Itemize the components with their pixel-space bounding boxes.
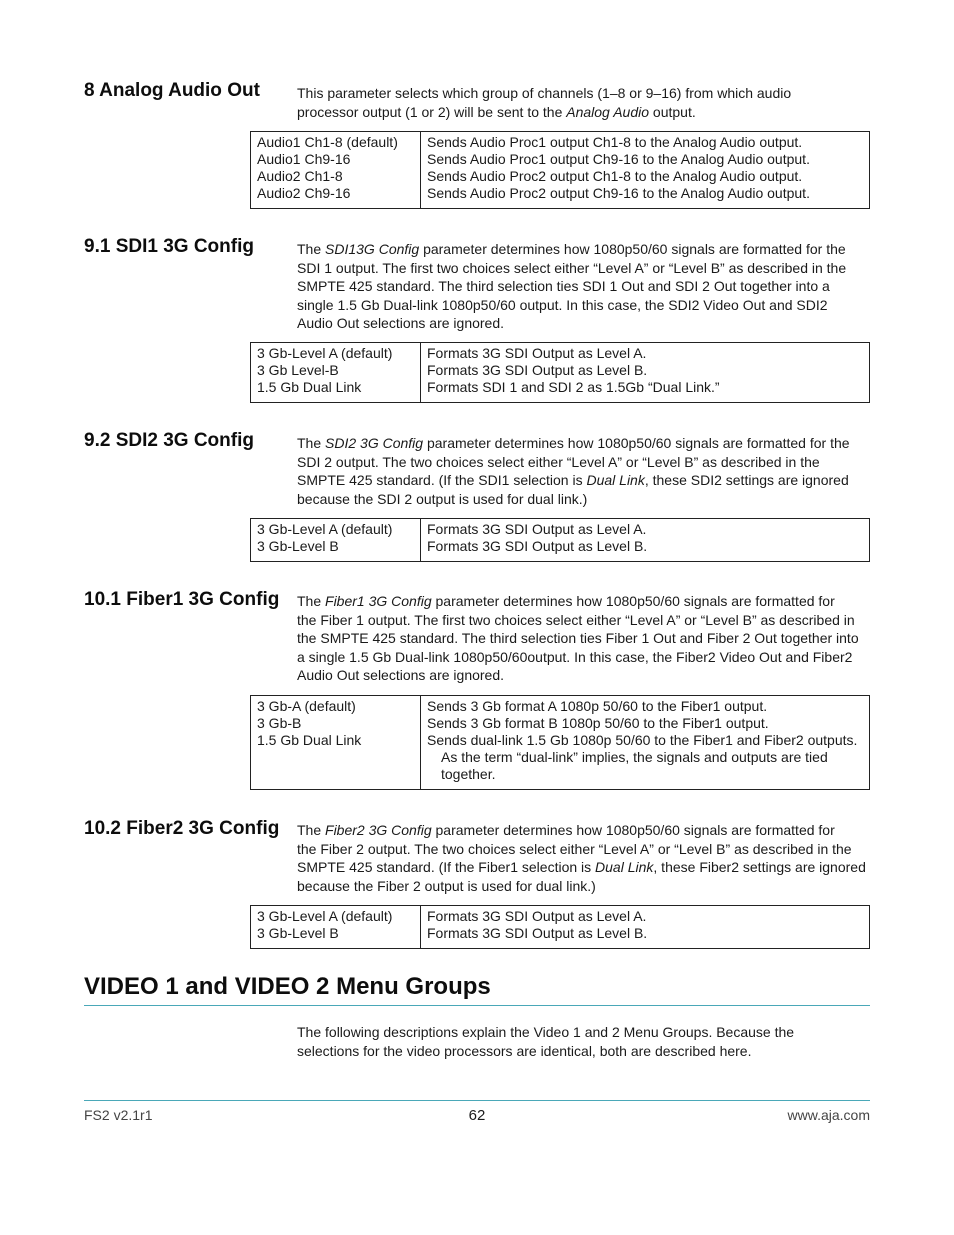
description-line xyxy=(297,103,869,122)
option-description: Formats 3G SDI Output as Level A. xyxy=(427,345,647,361)
option-description: Formats SDI 1 and SDI 2 as 1.5Gb “Dual Link.” xyxy=(427,379,720,395)
description-line xyxy=(297,840,869,859)
section-heading: 9.2 SDI2 3G Config xyxy=(84,430,254,451)
text-run: the Fiber 2 output. The two choices select either “Level A” or “Level B” as described in the xyxy=(297,840,852,857)
parameter-table xyxy=(250,131,870,209)
video-section-paragraph xyxy=(297,1023,869,1060)
description-line xyxy=(297,490,869,509)
section-heading: 8 Analog Audio Out xyxy=(84,80,260,101)
text-run: because the SDI 2 output is used for dual link.) xyxy=(297,490,588,507)
section-description xyxy=(297,84,869,121)
text-run: output. xyxy=(649,103,696,120)
section-description xyxy=(297,821,869,895)
parameter-table xyxy=(250,695,870,790)
description-line xyxy=(297,629,869,648)
paragraph-line: The following descriptions explain the Video 1 and 2 Menu Groups. Because the xyxy=(297,1024,795,1040)
text-run: , these SDI2 settings are ignored xyxy=(644,472,849,489)
title-divider xyxy=(84,1005,870,1006)
option-description: Formats 3G SDI Output as Level B. xyxy=(427,362,648,378)
description-line xyxy=(297,877,869,896)
option-description-continuation: As the term “dual-link” implies, the signals and outputs are tied xyxy=(441,749,828,765)
description-line xyxy=(297,434,869,453)
option-value: 3 Gb-A (default) xyxy=(257,698,356,714)
footer-page-number: 62 xyxy=(468,1107,486,1124)
description-line xyxy=(297,611,869,630)
options-cell xyxy=(251,132,421,209)
text-run: parameter determines how 1080p50/60 signals are formatted for the xyxy=(419,241,846,257)
footer-website: www.aja.com xyxy=(787,1107,870,1123)
text-run: the Fiber 1 output. The first two choices select either “Level A” or “Level B” as described in xyxy=(297,611,855,628)
description-line xyxy=(297,453,869,472)
section-description xyxy=(297,240,869,333)
option-description: Formats 3G SDI Output as Level A. xyxy=(427,908,647,924)
footer-divider xyxy=(84,1100,870,1101)
text-run: SDI 1 output. The first two choices select either “Level A” or “Level B” as described in the xyxy=(297,259,847,276)
option-value: Audio2 Ch9-16 xyxy=(257,185,351,201)
parameter-table xyxy=(250,342,870,403)
options-cell xyxy=(251,696,421,790)
option-value: 3 Gb-Level B xyxy=(257,538,339,554)
option-value: 3 Gb-Level A (default) xyxy=(257,908,393,924)
section-heading: 9.1 SDI1 3G Config xyxy=(84,236,254,257)
option-description: Sends Audio Proc2 output Ch9-16 to the Analog Audio output. xyxy=(427,185,810,201)
option-description: Formats 3G SDI Output as Level A. xyxy=(427,521,647,537)
description-line xyxy=(297,592,869,611)
option-description-continuation: together. xyxy=(441,766,496,782)
description-line xyxy=(297,84,869,103)
descriptions-cell xyxy=(421,519,870,562)
section-description xyxy=(297,434,869,508)
descriptions-cell xyxy=(421,343,870,403)
text-run: SMPTE 425 standard. (If the SDI1 selection is xyxy=(297,472,587,489)
video-menu-groups-title: VIDEO 1 and VIDEO 2 Menu Groups xyxy=(84,973,491,1000)
option-value: Audio1 Ch9-16 xyxy=(257,151,351,167)
options-cell xyxy=(251,906,421,949)
text-run: processor output (1 or 2) will be sent to the xyxy=(297,103,567,120)
parameter-table xyxy=(250,518,870,562)
option-description: Sends Audio Proc1 output Ch1-8 to the Analog Audio output. xyxy=(427,134,803,150)
description-line xyxy=(297,821,869,840)
text-run: The xyxy=(297,241,326,257)
text-run: , these Fiber2 settings are ignored xyxy=(653,859,866,876)
description-line xyxy=(297,666,869,685)
options-cell xyxy=(251,519,421,562)
text-run: parameter determines how 1080p50/60 signals are formatted for the xyxy=(423,435,850,451)
text-run: a single 1.5 Gb Dual-link 1080p50/60output. In this case, the Fiber2 Video Out and Fiber2 xyxy=(297,648,853,665)
option-value: 3 Gb Level-B xyxy=(257,362,339,378)
option-value: 3 Gb-Level B xyxy=(257,925,339,941)
option-value: 1.5 Gb Dual Link xyxy=(257,732,362,748)
section-description xyxy=(297,592,869,685)
option-value: 3 Gb-Level A (default) xyxy=(257,345,393,361)
descriptions-cell xyxy=(421,132,870,209)
footer-version: FS2 v2.1r1 xyxy=(84,1107,153,1123)
option-value: Audio2 Ch1-8 xyxy=(257,168,343,184)
italic-term: Dual Link xyxy=(586,472,645,489)
italic-term: SDI2 3G Config xyxy=(325,435,424,451)
descriptions-cell xyxy=(421,696,870,790)
text-run: This parameter selects which group of channels (1–8 or 9–16) from which audio xyxy=(297,85,792,101)
text-run: SMPTE 425 standard. The third selection ties SDI 1 Out and SDI 2 Out together into a xyxy=(297,278,830,295)
italic-term: Fiber2 3G Config xyxy=(325,822,432,838)
description-line xyxy=(297,240,869,259)
description-line xyxy=(297,858,869,877)
description-line xyxy=(297,259,869,278)
section-heading: 10.1 Fiber1 3G Config xyxy=(84,589,280,610)
italic-term: Analog Audio xyxy=(566,103,650,120)
option-value: Audio1 Ch1-8 (default) xyxy=(257,134,398,150)
option-description: Sends 3 Gb format A 1080p 50/60 to the Fiber1 output. xyxy=(427,698,768,714)
description-line xyxy=(297,648,869,667)
option-description: Sends 3 Gb format B 1080p 50/60 to the Fiber1 output. xyxy=(427,715,769,731)
description-line xyxy=(297,471,869,490)
italic-term: SDI13G Config xyxy=(325,241,420,257)
option-value: 3 Gb-Level A (default) xyxy=(257,521,393,537)
option-description: Formats 3G SDI Output as Level B. xyxy=(427,538,648,554)
paragraph-line: selections for the video processors are identical, both are described here. xyxy=(297,1042,752,1059)
description-line xyxy=(297,314,869,333)
text-run: SDI 2 output. The two choices select either “Level A” or “Level B” as described in the xyxy=(297,453,820,470)
text-run: Audio Out selections are ignored. xyxy=(297,315,505,332)
text-run: SMPTE 425 standard. (If the Fiber1 selection is xyxy=(297,859,596,876)
text-run: Audio Out selections are ignored. xyxy=(297,667,505,684)
text-run: single 1.5 Gb Dual-link 1080p50/60 output. In this case, the SDI2 Video Out and SDI2 xyxy=(297,296,828,313)
parameter-table xyxy=(250,905,870,949)
text-run: the SMPTE 425 standard. The third selection ties Fiber 1 Out and Fiber 2 Out together into xyxy=(297,630,859,647)
option-description: Sends dual-link 1.5 Gb 1080p 50/60 to the Fiber1 and Fiber2 outputs. xyxy=(427,732,858,748)
text-run: parameter determines how 1080p50/60 signals are formatted for xyxy=(431,822,835,838)
option-description: Formats 3G SDI Output as Level B. xyxy=(427,925,648,941)
text-run: The xyxy=(297,822,326,838)
section-heading: 10.2 Fiber2 3G Config xyxy=(84,818,280,839)
italic-term: Dual Link xyxy=(595,859,654,876)
option-description: Sends Audio Proc2 output Ch1-8 to the Analog Audio output. xyxy=(427,168,803,184)
descriptions-cell xyxy=(421,906,870,949)
text-run: because the Fiber 2 output is used for dual link.) xyxy=(297,877,596,894)
italic-term: Fiber1 3G Config xyxy=(325,593,432,609)
option-description: Sends Audio Proc1 output Ch9-16 to the Analog Audio output. xyxy=(427,151,810,167)
option-value: 3 Gb-B xyxy=(257,715,302,731)
text-run: parameter determines how 1080p50/60 signals are formatted for xyxy=(431,593,835,609)
text-run: The xyxy=(297,435,326,451)
option-value: 1.5 Gb Dual Link xyxy=(257,379,362,395)
description-line xyxy=(297,277,869,296)
options-cell xyxy=(251,343,421,403)
text-run: The xyxy=(297,593,326,609)
description-line xyxy=(297,296,869,315)
